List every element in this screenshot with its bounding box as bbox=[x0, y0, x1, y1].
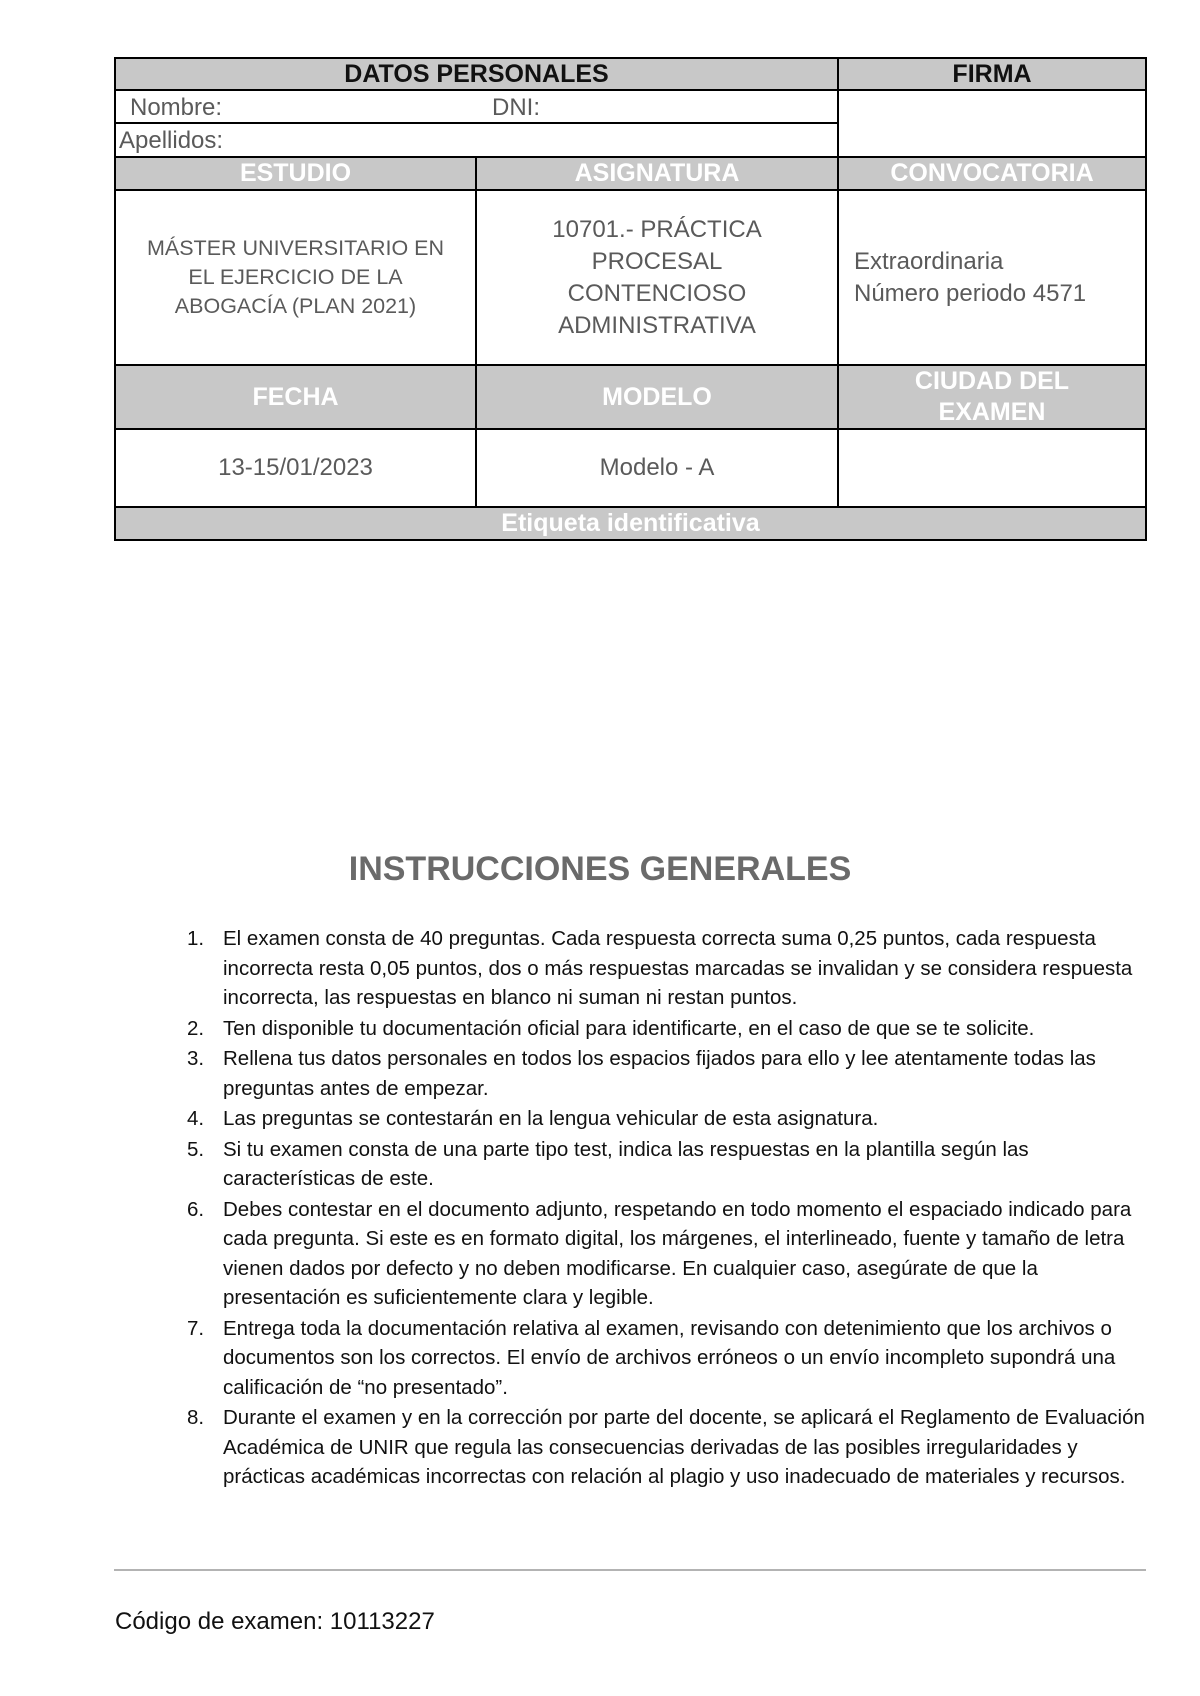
instruction-item bbox=[181, 1044, 1151, 1103]
instruction-item bbox=[181, 1014, 1151, 1044]
estudio-line-2: EL EJERCICIO DE LA bbox=[188, 265, 403, 289]
datos-personales-header bbox=[114, 57, 839, 91]
instruction-number: 1. bbox=[187, 927, 205, 950]
convocatoria-label: CONVOCATORIA bbox=[890, 159, 1094, 187]
asignatura-line-4: ADMINISTRATIVA bbox=[558, 311, 756, 339]
asignatura-line-1: 10701.- PRÁCTICA bbox=[552, 215, 762, 243]
instruction-number: 2. bbox=[187, 1016, 205, 1040]
instruction-text: Debes contestar en el documento adjunto, respetando en todo momento el espaciado indicado para cada pregunta. Si este es en formato digital, los márgenes, el interlineado, fuente y tamaño de letra vienen dados por defecto y no deben modificarse. En cualquier caso, asegúrate de que la presentación es suficientemente clara y legible. bbox=[223, 1197, 1132, 1309]
fecha-header bbox=[114, 364, 477, 430]
instruction-item bbox=[181, 1104, 1151, 1134]
ciudad-header bbox=[837, 364, 1147, 430]
instruction-item bbox=[181, 924, 1151, 1013]
convocatoria-line-2: Número periodo 4571 bbox=[854, 279, 1087, 307]
instruction-text: Las preguntas se contestarán en la lengua vehicular de esta asignatura. bbox=[223, 1107, 879, 1130]
fecha-label: FECHA bbox=[252, 382, 339, 411]
firma-label: FIRMA bbox=[952, 59, 1032, 88]
instruction-item bbox=[181, 1195, 1151, 1313]
instruction-text: El examen consta de 40 preguntas. Cada respuesta correcta suma 0,25 puntos, cada respuesta incorrecta resta 0,05 puntos, dos o más respuestas marcadas se invalidan y se considera respuesta incorrecta, las respuestas en blanco ni suman ni restan puntos. bbox=[223, 927, 1133, 1009]
firma-box[interactable] bbox=[837, 89, 1147, 158]
convocatoria-value bbox=[837, 189, 1147, 366]
instruction-item bbox=[181, 1135, 1151, 1194]
apellidos-label: Apellidos: bbox=[119, 127, 224, 154]
convocatoria-header bbox=[837, 156, 1147, 191]
instruction-text: Rellena tus datos personales en todos los espacios fijados para ello y lee atentamente todas las preguntas antes de empezar. bbox=[223, 1047, 1096, 1100]
instruction-number: 5. bbox=[187, 1137, 205, 1161]
estudio-value bbox=[114, 189, 477, 366]
asignatura-header bbox=[475, 156, 839, 191]
footer-divider bbox=[114, 1569, 1146, 1571]
apellidos-field[interactable] bbox=[114, 122, 839, 158]
estudio-line-1: MÁSTER UNIVERSITARIO EN bbox=[146, 236, 445, 260]
instruction-text: Ten disponible tu documentación oficial para identificarte, en el caso de que se te solicite. bbox=[223, 1016, 1035, 1040]
instruction-number: 8. bbox=[187, 1406, 205, 1429]
ciudad-label-line-2: EXAMEN bbox=[938, 398, 1046, 426]
modelo-label: MODELO bbox=[602, 382, 712, 411]
modelo-text: Modelo - A bbox=[599, 454, 715, 481]
convocatoria-line-1: Extraordinaria bbox=[854, 247, 1004, 275]
estudio-line-3: ABOGACÍA (PLAN 2021) bbox=[174, 294, 417, 318]
ciudad-value-field[interactable] bbox=[837, 428, 1147, 508]
instruction-text: Entrega toda la documentación relativa al examen, revisando con detenimiento que los archivos o documentos son los correctos. El envío de archivos erróneos o un envío incompleto supondrá una calificación de “no presentado”. bbox=[223, 1316, 1116, 1399]
instruction-number: 3. bbox=[187, 1047, 205, 1070]
exam-code: Código de examen: 10113227 bbox=[115, 1608, 435, 1635]
instruction-number: 4. bbox=[187, 1107, 205, 1130]
estudio-header bbox=[114, 156, 477, 191]
asignatura-value bbox=[475, 189, 839, 366]
asignatura-line-2: PROCESAL bbox=[591, 247, 723, 275]
instruction-text: Si tu examen consta de una parte tipo test, indica las respuestas en la plantilla según las características de este. bbox=[223, 1137, 1029, 1190]
modelo-value bbox=[475, 428, 839, 508]
asignatura-label: ASIGNATURA bbox=[574, 159, 740, 187]
instructions-title: INSTRUCCIONES GENERALES bbox=[348, 850, 852, 888]
fecha-value bbox=[114, 428, 477, 508]
fecha-text: 13-15/01/2023 bbox=[218, 454, 373, 481]
firma-header bbox=[837, 57, 1147, 91]
nombre-dni-field[interactable] bbox=[114, 89, 839, 124]
modelo-header bbox=[475, 364, 839, 430]
ciudad-label-line-1: CIUDAD DEL bbox=[914, 367, 1070, 395]
instruction-text: Durante el examen y en la corrección por parte del docente, se aplicará el Reglamento de Evaluación Académica de UNIR que regula las consecuencias derivadas de las posibles irregularidades y prácticas académicas incorrectas con relación al plagio y uso inadecuado de materiales y recursos. bbox=[223, 1406, 1145, 1488]
dni-label: DNI: bbox=[492, 94, 540, 121]
instruction-item bbox=[181, 1403, 1151, 1492]
instruction-item bbox=[181, 1314, 1151, 1403]
datos-personales-label: DATOS PERSONALES bbox=[344, 59, 609, 88]
asignatura-line-3: CONTENCIOSO bbox=[567, 279, 747, 307]
instruction-number: 6. bbox=[187, 1197, 205, 1221]
instructions-list bbox=[181, 924, 1151, 1493]
etiqueta-header bbox=[114, 506, 1147, 541]
estudio-label: ESTUDIO bbox=[239, 159, 352, 187]
etiqueta-label: Etiqueta identificativa bbox=[501, 509, 760, 537]
instruction-number: 7. bbox=[187, 1316, 205, 1340]
nombre-label: Nombre: bbox=[130, 94, 223, 121]
